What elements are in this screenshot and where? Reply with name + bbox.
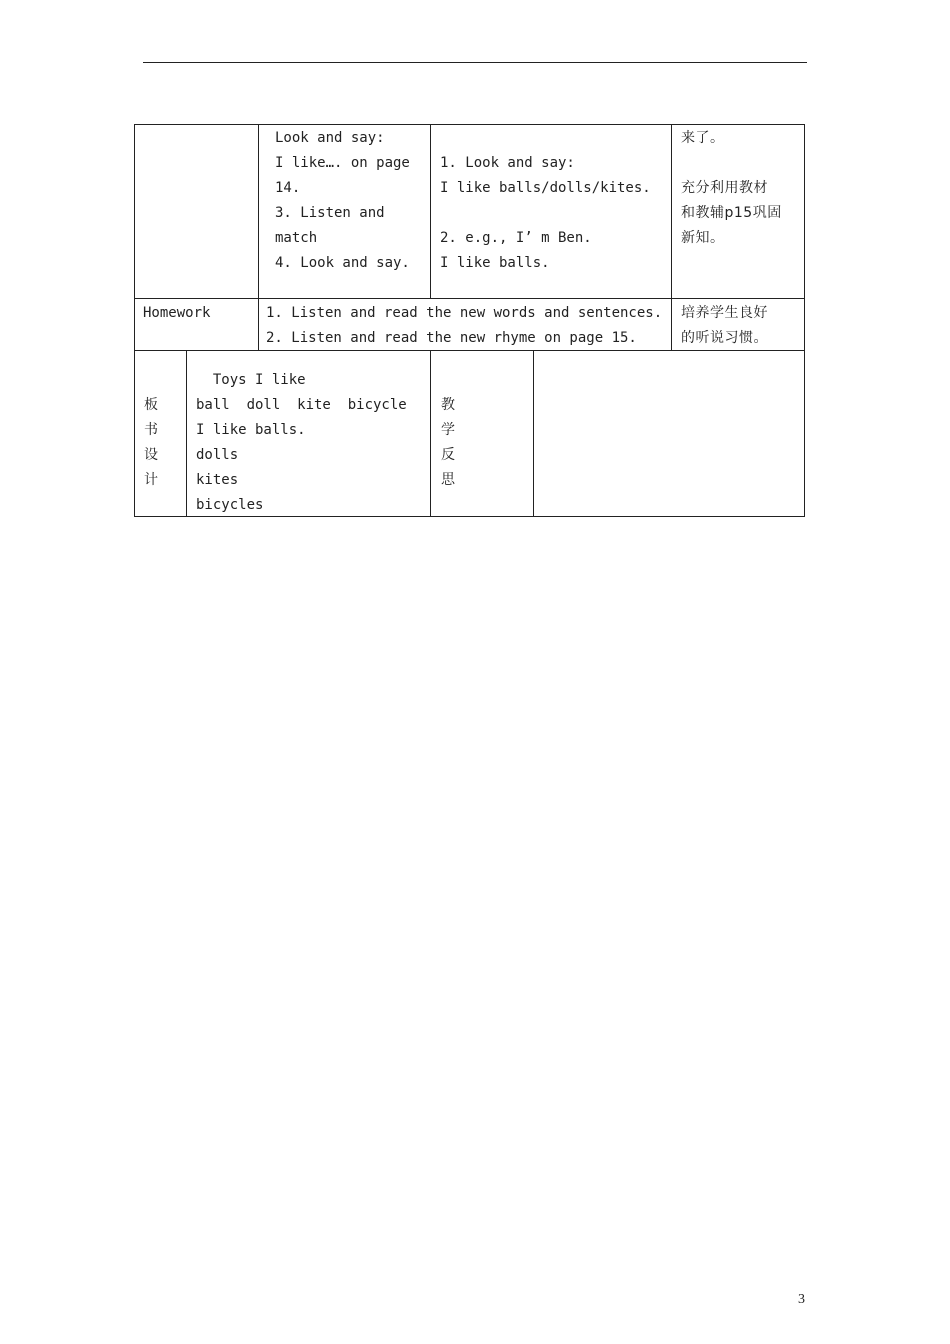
column-divider: [671, 298, 672, 351]
table-border-left: [134, 124, 135, 517]
header-rule: [143, 62, 807, 63]
column-divider: [430, 124, 431, 299]
reflection-content: [534, 351, 804, 516]
reflection-label-char: 思: [441, 472, 456, 488]
board-line: ball doll kite bicycle: [196, 397, 407, 413]
board-label-char: 书: [144, 422, 159, 438]
board-label-char: 设: [144, 447, 159, 463]
content-line: I like balls.: [440, 255, 550, 271]
activity-line: I like…. on page: [275, 155, 410, 171]
column-divider: [258, 298, 259, 351]
board-line: bicycles: [196, 497, 264, 513]
board-line: I like balls.: [196, 422, 306, 438]
table-border-right: [804, 124, 805, 517]
note-line: 充分利用教材: [681, 180, 768, 196]
board-label-char: 计: [144, 472, 159, 488]
table-border-bottom: [134, 516, 805, 517]
board-line: kites: [196, 472, 239, 488]
board-line: Toys I like: [196, 372, 306, 388]
homework-label: Homework: [143, 305, 211, 321]
content-line: 2. e.g., I’ m Ben.: [440, 230, 592, 246]
activity-line: Look and say:: [275, 130, 385, 146]
table-row-divider: [134, 298, 805, 299]
homework-item: 1. Listen and read the new words and sentences.: [266, 305, 663, 321]
reflection-label-char: 教: [441, 397, 456, 413]
activity-line: 4. Look and say.: [275, 255, 410, 271]
activity-line: 3. Listen and: [275, 205, 385, 221]
note-line: 和教辅p15巩固: [681, 205, 782, 221]
table-border-top: [134, 124, 805, 125]
column-divider: [258, 124, 259, 299]
reflection-label-char: 学: [441, 422, 456, 438]
activity-line: 14.: [275, 180, 301, 196]
note-line: 来了。: [681, 130, 725, 146]
homework-item: 2. Listen and read the new rhyme on page 15.: [266, 330, 637, 346]
column-divider: [671, 124, 672, 299]
column-divider: [186, 350, 187, 517]
note-line: 新知。: [681, 230, 725, 246]
column-divider: [430, 350, 431, 517]
homework-note: 培养学生良好: [681, 305, 768, 321]
reflection-label-char: 反: [441, 447, 456, 463]
page-number: 3: [798, 1292, 805, 1307]
board-label-char: 板: [144, 397, 159, 413]
homework-note: 的听说习惯。: [681, 330, 768, 346]
content-line: 1. Look and say:: [440, 155, 575, 171]
content-line: I like balls/dolls/kites.: [440, 180, 651, 196]
activity-line: match: [275, 230, 318, 246]
board-line: dolls: [196, 447, 239, 463]
